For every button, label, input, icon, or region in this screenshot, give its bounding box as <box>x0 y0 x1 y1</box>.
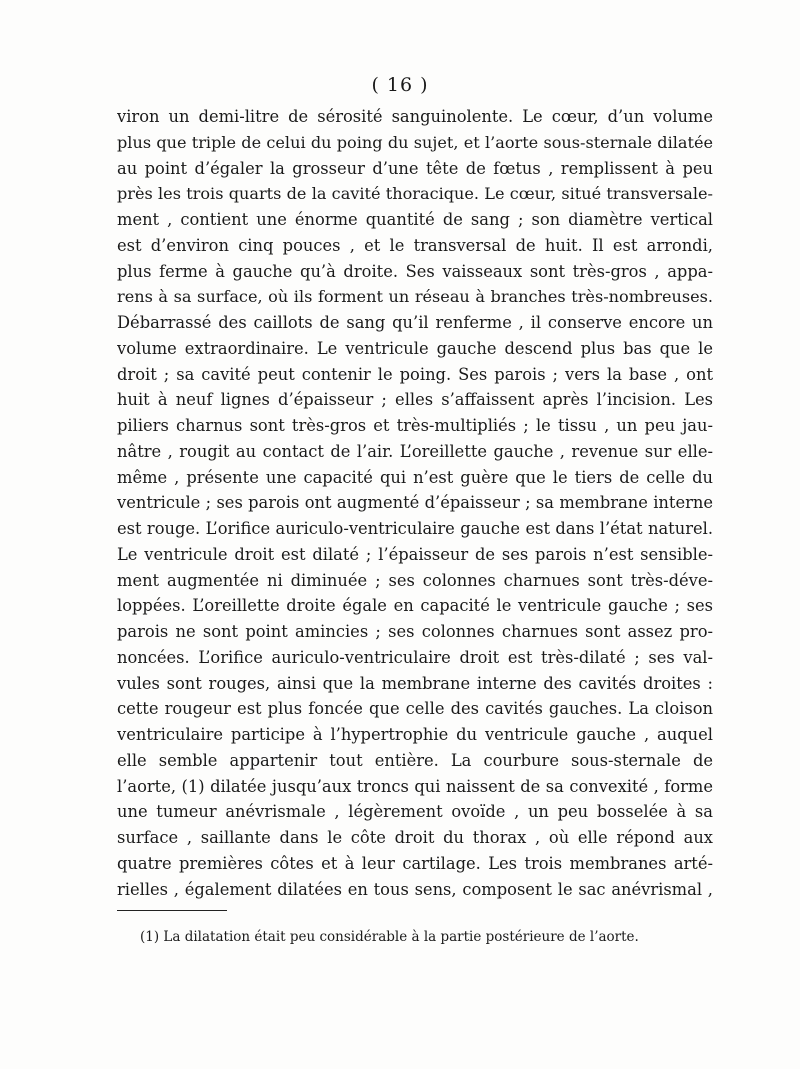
text-line: viron un demi-litre de sérosité sanguinolente. Le cœur, d’un volume <box>117 107 713 126</box>
text-line: loppées. L’oreillette droite égale en capacité le ventricule gauche ; ses <box>117 596 713 616</box>
footnote-rule <box>117 910 227 911</box>
text-line: ment , contient une énorme quantité de sang ; son diamètre vertical <box>117 210 713 229</box>
text-line: volume extraordinaire. Le ventricule gauche descend plus bas que le <box>117 338 713 358</box>
text-line: Le ventricule droit est dilaté ; l’épaisseur de ses parois n’est sensible- <box>117 544 713 564</box>
text-line: parois ne sont point amincies ; ses colonnes charnues sont assez pro- <box>117 622 713 641</box>
text-line: ventriculaire participe à l’hypertrophie du ventricule gauche , auquel <box>117 725 713 744</box>
text-line: au point d’égaler la grosseur d’une tête de fœtus , remplissent à peu <box>117 158 713 178</box>
text-line: rielles , également dilatées en tous sens, composent le sac anévrismal , <box>117 879 713 899</box>
text-line: près les trois quarts de la cavité thoracique. Le cœur, situé transversale- <box>117 184 713 204</box>
text-line: noncées. L’orifice auriculo-ventriculaire droit est très-dilaté ; ses val- <box>117 647 713 667</box>
text-line: elle semble appartenir tout entière. La courbure sous-sternale de <box>117 750 713 770</box>
text-line: ventricule ; ses parois ont augmenté d’épaisseur ; sa membrane interne <box>117 493 713 513</box>
text-line: est d’environ cinq pouces , et le transversal de huit. Il est arrondi, <box>117 235 713 255</box>
text-line: huit à neuf lignes d’épaisseur ; elles s’affaissent après l’incision. Les <box>117 390 713 410</box>
text-line: Débarrassé des caillots de sang qu’il renferme , il conserve encore un <box>117 313 713 332</box>
text-line: même , présente une capacité qui n’est guère que le tiers de celle du <box>117 467 713 487</box>
text-line: plus ferme à gauche qu’à droite. Ses vaisseaux sont très-gros , appa- <box>117 261 713 281</box>
footnote: (1) La dilatation était peu considérable à la partie postérieure de l’aorte. <box>140 929 639 945</box>
text-line: nâtre , rougit au contact de l’air. L’oreillette gauche , revenue sur elle- <box>117 441 713 461</box>
text-line: plus que triple de celui du poing du sujet, et l’aorte sous-sternale dilatée <box>117 132 713 152</box>
text-line: ment augmentée ni diminuée ; ses colonnes charnues sont très-déve- <box>117 570 713 590</box>
text-line: une tumeur anévrismale , légèrement ovoïde , un peu bosselée à sa <box>117 802 713 822</box>
text-line: piliers charnus sont très-gros et très-multipliés ; le tissu , un peu jau- <box>117 416 713 435</box>
text-line: quatre premières côtes et à leur cartilage. Les trois membranes arté- <box>117 853 713 873</box>
text-line: est rouge. L’orifice auriculo-ventriculaire gauche est dans l’état naturel. <box>117 519 713 538</box>
body-text <box>117 104 713 902</box>
text-line: l’aorte, (1) dilatée jusqu’aux troncs qui naissent de sa convexité , forme <box>117 776 713 796</box>
page-number: ( 16 ) <box>371 74 429 96</box>
text-line: rens à sa surface, où ils forment un réseau à branches très-nombreuses. <box>117 287 713 307</box>
text-line: cette rougeur est plus foncée que celle des cavités gauches. La cloison <box>117 699 713 719</box>
text-line: surface , saillante dans le côte droit du thorax , où elle répond aux <box>117 828 713 847</box>
text-line: droit ; sa cavité peut contenir le poing. Ses parois ; vers la base , ont <box>117 364 713 384</box>
text-line: vules sont rouges, ainsi que la membrane interne des cavités droites : <box>117 673 713 693</box>
